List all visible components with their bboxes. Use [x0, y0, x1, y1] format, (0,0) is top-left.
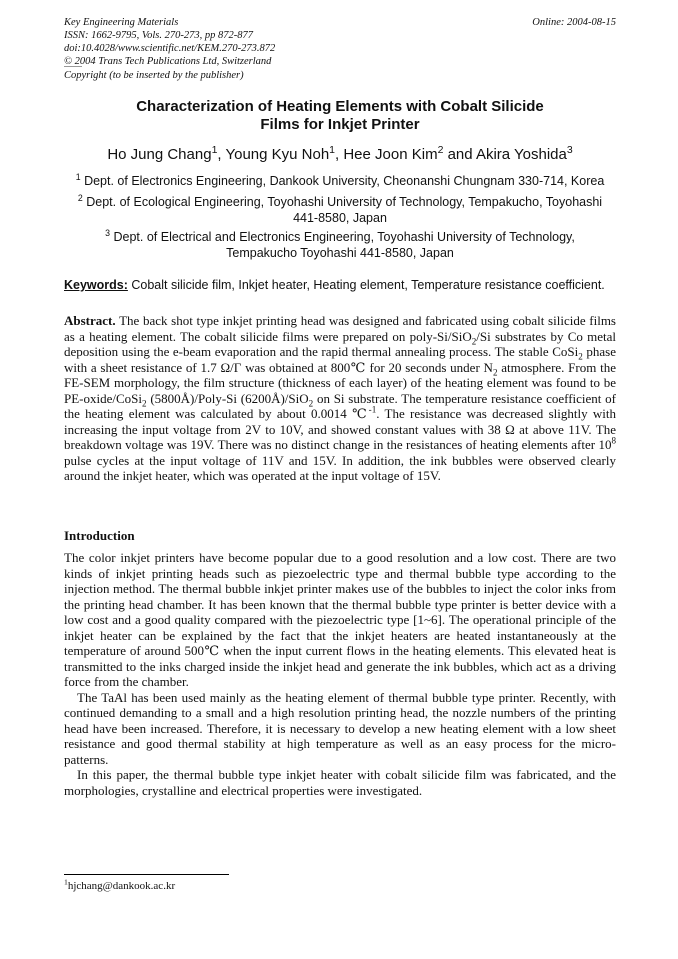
online-date: Online: 2004-08-15	[532, 17, 616, 28]
abstract-text-4: atmosphere. From the FE-SEM morphology, the film structure (thickness of each layer) of the heating element was found to be PE-oxide/CoSi	[64, 359, 617, 406]
intro-paragraph-1: The color inkjet printers have become popular due to a good resolution and a low cost. There are two kinds of inkjet printing heads such as piezoelectric type and thermal bubble type according to the injection method. The thermal bubble inkjet printer makes use of the bubbles to inject the color inks from the printing head chamber. It has been known that the thermal bubble type printer is better device with a low cost and a good quality compared with the piezoelectric type [1~6]. The operational principle of the inkjet heater can be explained by the fact that the inkjet heaters are heated instantaneously at the temperature of around 500℃ when the input current flows in the heating elements. This elevated heat is transmitted to the inks charged inside the inkjet head and generate the ink bubbles, which act as a driving force from the chamber.	[64, 550, 616, 689]
footnote	[64, 877, 176, 892]
abstract-text-5: (5800Å)/Poly-Si (6200Å)/SiO	[146, 390, 309, 406]
author-1-affil: 1	[211, 144, 218, 156]
abstract-sub-2: 2	[578, 351, 583, 362]
keywords-label: Keywords:	[64, 278, 128, 292]
author-3-affil: 2	[437, 144, 444, 156]
abstract-sup-6: -1	[368, 404, 377, 415]
affiliation-3-line-2: Tempakucho Toyohashi 441-8580, Japan	[226, 246, 454, 260]
affiliation-1-text: Dept. of Electronics Engineering, Dankook University, Cheonanshi Chungnam 330-714, Korea	[80, 174, 605, 188]
abstract	[64, 313, 616, 484]
copyright-line: Copyright (to be inserted by the publisher)	[64, 70, 244, 81]
abstract-sub-3: 2	[492, 367, 498, 378]
footnote-divider	[64, 874, 229, 875]
abstract-sup-7: 8	[611, 435, 616, 446]
introduction-heading: Introduction	[64, 528, 135, 543]
author-1: Ho Jung Chang	[107, 146, 212, 163]
abstract-sub-5: 2	[308, 398, 314, 409]
title-line-1: Characterization of Heating Elements with Cobalt Silicide	[136, 98, 544, 115]
abstract-text-1: The back shot type inkjet printing head was designed and fabricated using cobalt silicide films as a heating element. The cobalt silicide films were prepared on poly-Si/SiO	[64, 313, 616, 344]
paper-title	[64, 98, 616, 134]
affiliation-3-line-1: Dept. of Electrical and Electronics Engineering, Toyohashi University of Technology,	[110, 230, 575, 244]
doi-line: doi:10.4028/www.scientific.net/KEM.270-273.872	[64, 43, 276, 54]
affiliation-2-number: 2	[77, 192, 83, 203]
title-line-2: Films for Inkjet Printer	[260, 116, 420, 133]
keywords-text: Cobalt silicide film, Inkjet heater, Heating element, Temperature resistance coefficient.	[127, 278, 605, 292]
author-3: , Hee Joon Kim	[335, 146, 438, 163]
author-4-affil: 3	[566, 144, 573, 156]
intro-paragraph-2: The TaAl has been used mainly as the heating element of thermal bubble type printer. Recently, with continued demanding to a small and a high resolution printing head, the nozzle numbers of the printing head have been increased. Therefore, it is necessary to develop a new heating element with a low sheet resistance and good thermal stability at high temperature as well as an easy process for the micro-patterns.	[64, 689, 616, 767]
abstract-sub-4: 2	[142, 398, 147, 409]
affiliation-1	[64, 173, 616, 189]
abstract-sub-1: 2	[471, 336, 477, 347]
publisher-line: © 2004 Trans Tech Publications Ltd, Switzerland	[64, 56, 272, 67]
introduction-body	[64, 550, 616, 798]
author-2: , Young Kyu Noh	[217, 146, 330, 163]
affiliation-3-number: 3	[105, 227, 111, 238]
abstract-text-8: pulse cycles at the input voltage of 11V and 15V. In addition, the ink bubbles were observed clearly around the inkjet heater, which was operated at the input voltage of 15V.	[64, 452, 616, 483]
author-2-affil: 1	[329, 144, 336, 156]
abstract-text-6: on Si substrate. The temperature resistance coefficient of the heating element was calculated by about 0.0014 ℃	[64, 390, 616, 421]
affiliation-2	[64, 194, 616, 226]
author-4: and Akira Yoshida	[443, 146, 567, 163]
abstract-text-2: /Si substrates by Co metal deposition using the e-beam evaporation and the rapid thermal annealing process. The stable CoSi	[64, 328, 616, 359]
footnote-number: 1	[64, 877, 68, 887]
intro-paragraph-3: In this paper, the thermal bubble type inkjet heater with cobalt silicide film was fabricated, and the morphologies, crystalline and electrical properties were investigated.	[64, 767, 616, 798]
author-list	[64, 146, 616, 163]
abstract-text-3: phase with a sheet resistance of 1.7 Ω/Γ was obtained at 800℃ for 20 seconds under N	[64, 344, 616, 375]
keywords	[64, 278, 616, 292]
abstract-text-7: . The resistance was decreased slightly with increasing the input voltage from 2V to 10V, and showed constant values with 38 Ω at above 11V. The breakdown voltage was 19V. There was no distinct change in the resistances of heating elements after 10	[64, 406, 616, 452]
abstract-label: Abstract.	[64, 313, 116, 328]
journal-header	[64, 16, 616, 68]
affiliation-1-number: 1	[75, 171, 81, 182]
affiliation-2-line-1: Dept. of Ecological Engineering, Toyohashi University of Technology, Tempakucho, Toyohashi	[82, 195, 603, 209]
journal-name: Key Engineering Materials	[64, 17, 179, 28]
issn-line: ISSN: 1662-9795, Vols. 270-273, pp 872-877	[64, 30, 253, 41]
header-divider	[64, 66, 82, 67]
affiliation-2-line-2: 441-8580, Japan	[293, 211, 387, 225]
affiliation-3	[64, 229, 616, 261]
footnote-email: hjchang@dankook.ac.kr	[67, 880, 176, 892]
